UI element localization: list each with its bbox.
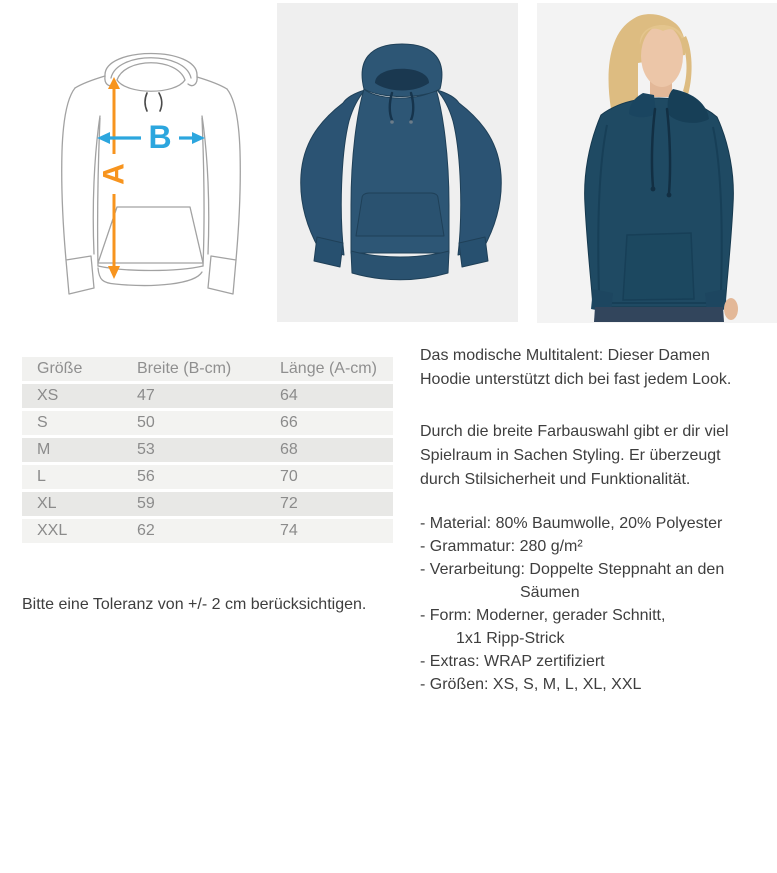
product-description [420, 344, 772, 696]
drawstrings-drawing [145, 93, 162, 111]
size-table [22, 357, 393, 546]
description-line: Durch die breite Farbauswahl gibt er dir viel [420, 423, 729, 440]
description-line: durch Stilsicherheit und Funktionalität. [420, 471, 691, 488]
table-cell: 62 [137, 522, 155, 539]
table-row [22, 438, 393, 462]
description-bullet-list [420, 512, 772, 696]
table-row [22, 465, 393, 489]
table-row [22, 411, 393, 435]
hoodie-outline-drawing [55, 36, 267, 298]
table-cell: 70 [280, 468, 298, 485]
tolerance-note: Bitte eine Toleranz von +/- 2 cm berücksichtigen. [22, 596, 367, 613]
table-cell: 56 [137, 468, 155, 485]
measure-label-b: B [148, 119, 172, 155]
description-line: Das modische Multitalent: Dieser Damen [420, 347, 710, 364]
hoodie-line-art [62, 54, 241, 295]
table-row [22, 492, 393, 516]
model-hoodie-pocket [623, 233, 694, 300]
bullet-line: - Größen: XS, S, M, L, XL, XXL [420, 676, 642, 693]
bullet-line: - Extras: WRAP zertifiziert [420, 653, 605, 670]
table-cell: 50 [137, 414, 155, 431]
bullet-line: - Material: 80% Baumwolle, 20% Polyester [420, 515, 723, 532]
table-cell: 59 [137, 495, 155, 512]
table-cell: 64 [280, 387, 298, 404]
model-face [641, 25, 683, 87]
table-cell: 74 [280, 522, 298, 539]
table-cell: M [37, 441, 51, 458]
table-cell: 66 [280, 414, 298, 431]
description-paragraph [420, 420, 772, 492]
table-header-row [22, 357, 393, 381]
table-cell: S [37, 414, 48, 431]
table-cell: 47 [137, 387, 155, 404]
size-diagram-image [55, 36, 267, 298]
table-header-cell: Breite (B-cm) [137, 360, 232, 377]
product-flat-image [277, 3, 518, 322]
table-header-cell: Länge (A-cm) [280, 360, 377, 377]
table-cell: 68 [280, 441, 298, 458]
table-cell: XXL [37, 522, 68, 539]
table-cell: 53 [137, 441, 155, 458]
description-line: Hoodie unterstützt dich bei fast jedem Look. [420, 371, 732, 388]
table-cell: L [37, 468, 46, 485]
bullet-line: - Grammatur: 280 g/m² [420, 538, 583, 555]
model-hoodie-photo [537, 3, 777, 323]
bullet-continuation-line: 1x1 Ripp-Strick [456, 630, 565, 647]
measure-label-a: A [97, 163, 131, 185]
flat-hoodie-photo [277, 3, 518, 322]
model-jeans [594, 307, 724, 322]
model-hand [724, 298, 738, 320]
bullet-line: - Verarbeitung: Doppelte Steppnaht an den [420, 561, 725, 578]
bullet-line: - Form: Moderner, gerader Schnitt, [420, 607, 666, 624]
table-header-cell: Größe [37, 360, 83, 377]
description-paragraph [420, 344, 772, 392]
table-row [22, 519, 393, 543]
bullet-continuation-line: Säumen [520, 584, 580, 601]
description-line: Spielraum in Sachen Styling. Er überzeugt [420, 447, 721, 464]
product-model-image [537, 3, 777, 323]
table-cell: 72 [280, 495, 298, 512]
table-cell: XS [37, 387, 59, 404]
table-cell: XL [37, 495, 57, 512]
table-row [22, 384, 393, 408]
